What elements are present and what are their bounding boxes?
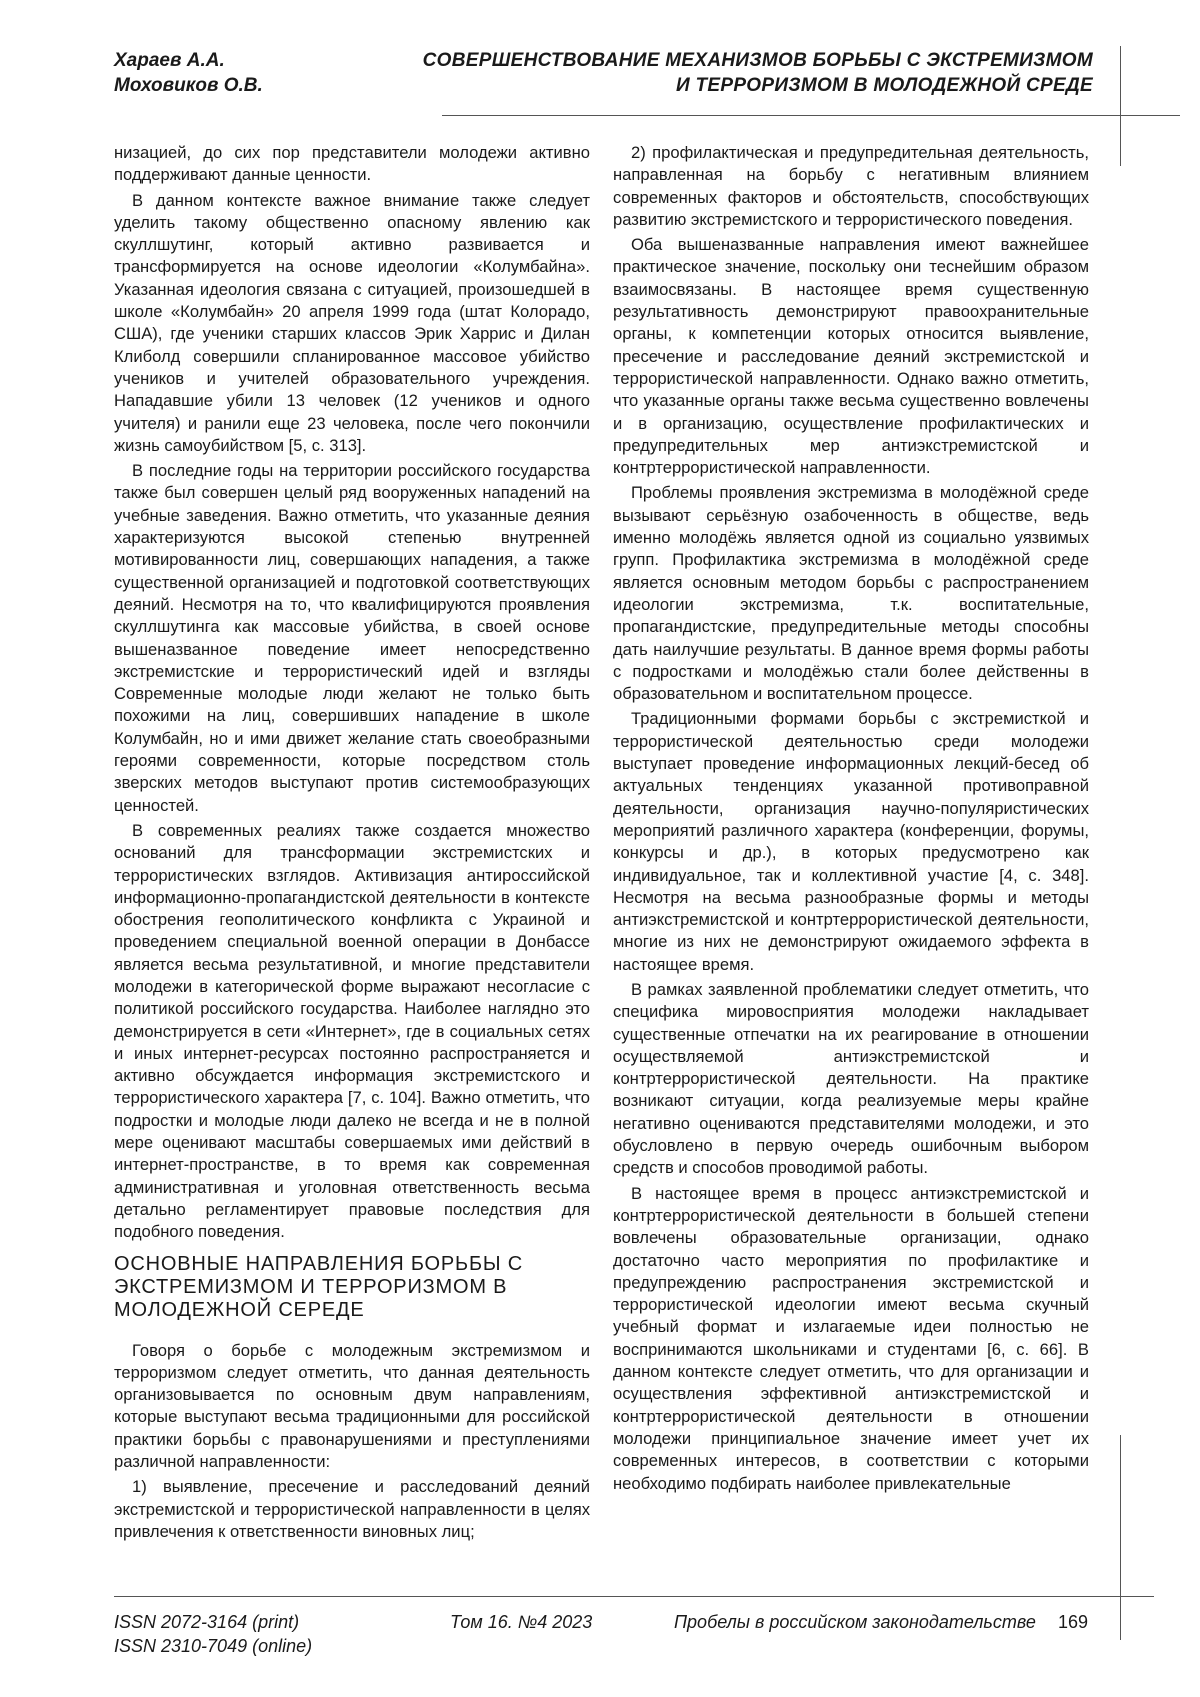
section-heading: ОСНОВНЫЕ НАПРАВЛЕНИЯ БОРЬБЫ С ЭКСТРЕМИЗМОМ И ТЕРРОРИЗМОМ В МОЛОДЕЖНОЙ СЕРЕДЕ <box>114 1252 524 1321</box>
paragraph: В данном контексте важное внимание также следует уделить такому общественно опасному явлению как скуллшутинг, который активно развивается и трансформируется на основе идеологии «Колумбайна». Указанная идеология связана с ситуацией, произошедшей в школе «Колумбайн» 20 апреля 1999 года (штат Колорадо, США), где ученики старших классов Эрик Харрис и Дилан Клиболд совершили спланированное массовое убийство учеников и учителей образовательного учреждения. Нападавшие убили 13 человек (12 учеников и одного учителя) и ранили еще 23 человека, после чего покончили жизнь самоубийством [5, с. 313]. <box>114 190 590 455</box>
author-2: Моховиков О.В. <box>114 75 263 96</box>
footer-volume: Том 16. №4 2023 <box>450 1612 593 1632</box>
running-title-line-2: И ТЕРРОРИЗМОМ В МОЛОДЕЖНОЙ СРЕДЕ <box>675 75 1093 96</box>
footer-issn <box>114 1610 312 1658</box>
paragraph: В настоящее время в процесс антиэкстремистской и контртеррористической деятельности в большей степени вовлечены образовательные организации, однако достаточно часто мероприятия по профилактике и предупреждению распространения экстремистской и террористической идеологии имеют весьма скучный учебный формат и излагаемые идеи полностью не воспринимаются школьниками и студентами [6, с. 66]. В данном контексте следует отметить, что для организации и осуществления эффективной антиэкстремистской и контртеррористической деятельности в отношении молодежи принципиальное значение имеет учет их современных интересов, в соответствии с которыми необходимо подбирать наиболее привлекательные <box>613 1183 1089 1493</box>
page-number: 169 <box>1058 1612 1089 1632</box>
paragraph: Проблемы проявления экстремизма в молодёжной среде вызывают серьёзную озабоченность в обществе, ведь именно молодёжь является одной из социально уязвимых групп. Профилактика экстремизма в молодёжной среде является основным методом борьбы с распространением идеологии экстремизма, т.к. воспитательные, пропагандистские, предупредительные методы способны дать наилучшие результаты. В данное время формы работы с подростками и молодёжью стали более действенны в образовательном и воспитательном процессе. <box>613 483 1089 704</box>
paragraph: низацией, до сих пор представители молодежи активно поддерживают данные ценности. <box>114 143 590 185</box>
header-vertical-rule <box>1120 46 1121 166</box>
footer-vertical-rule <box>1120 1435 1121 1640</box>
running-title <box>373 48 1093 98</box>
paragraph: Оба вышеназванные направления имеют важнейшее практическое значение, поскольку они теснейшим образом взаимосвязаны. В настоящее время существенную результативность демонстрируют правоохранительные органы, к компетенции которых относится выявление, пресечение и расследование деяний экстремистской и террористической направленности. Однако важно отметить, что указанные органы также весьма существенно вовлечены и в организацию, осуществление профилактических и предупредительных мер антиэкстремистской и контртеррористической направленности. <box>613 235 1089 478</box>
right-column <box>613 142 1089 1498</box>
issn-print: ISSN 2072-3164 (print) <box>114 1612 300 1632</box>
footer-journal-name: Пробелы в российском законодательстве <box>674 1612 1036 1632</box>
paragraph: Говоря о борьбе с молодежным экстремизмом и терроризмом следует отметить, что данная деятельность организовывается по основным двум направлениям, которые выступают весьма традиционными для российской практики борьбы с правонарушениями и преступлениями различной направленности: <box>114 1340 590 1472</box>
author-1: Хараев А.А. <box>114 50 225 71</box>
paragraph: 1) выявление, пресечение и расследований деяний экстремистской и террористической направленности в целях привлечения к ответственности виновных лиц; <box>114 1477 590 1541</box>
header-rule <box>442 115 1180 116</box>
footer-rule <box>114 1596 1154 1597</box>
left-column <box>114 142 590 1546</box>
paragraph: В рамках заявленной проблематики следует отметить, что специфика мировосприятия молодежи накладывает существенные отпечатки на их реагирование в отношении осуществляемой антиэкстремистской и контртеррористической деятельности. На практике возникают ситуации, когда реализуемые меры крайне негативно оцениваются представителями молодежи, и это обусловлено в первую очередь ошибочным выбором средств и способов проводимой работы. <box>613 979 1089 1178</box>
running-title-line-1: СОВЕРШЕНСТВОВАНИЕ МЕХАНИЗМОВ БОРЬБЫ С ЭКСТРЕМИЗМОМ <box>422 50 1093 71</box>
paragraph: 2) профилактическая и предупредительная деятельность, направленная на борьбу с негативным влиянием современных факторов и обстоятельств, способствующих развитию экстремистского и террористического поведения. <box>613 143 1089 229</box>
issn-online: ISSN 2310-7049 (online) <box>114 1636 313 1656</box>
paragraph: Традиционными формами борьбы с экстремисткой и террористической деятельностью среди молодежи выступает проведение информационных лекций-бесед об актуальных тенденциях указанной противоправной деятельности, организация научно-популяристических мероприятий различного характера (конференции, форумы, конкурсы и др.), в которых предусмотрено как индивидуальное, так и коллективной участие [4, с. 348]. Несмотря на весьма разнообразные формы и методы антиэкстремистской и контртеррористической деятельности, многие из них не демонстрируют ожидаемого эффекта в настоящее время. <box>613 709 1089 974</box>
article-authors <box>114 48 263 98</box>
paragraph: В современных реалиях также создается множество оснований для трансформации экстремистских и террористических взглядов. Активизация антироссийской информационно-пропагандистской деятельности в контексте обострения геополитического конфликта с Украиной и проведением специальной военной операции в Донбассе является весьма результативной, и многие представители молодежи в категорической форме выражают несогласие с политикой российского государства. Наиболее наглядно это демонстрируется в сети «Интернет», где в социальных сетях и иных интернет-ресурсах постоянно распространяется и активно обсуждается информация экстремистского и террористического характера [7, с. 104]. Важно отметить, что подростки и молодые люди далеко не всегда и не в полной мере оценивают масштабы совершаемых ими действий в интернет-пространстве, в то время как современная административная и уголовная ответственность весьма детально регламентирует правовые последствия для подобного поведения. <box>114 820 590 1242</box>
paragraph: В последние годы на территории российского государства также был совершен целый ряд вооруженных нападений на учебные заведения. Важно отметить, что указанные деяния характеризуются высокой степенью внутренней мотивированности лиц, совершающих нападения, а также существенной организацией и подготовкой соответствующих деяний. Несмотря на то, что квалифицируются проявления скуллшутинга как массовые убийства, в своей основе вышеназванное поведение имеет непосредственно экстремистские и террористический идей и взгляды Современные молодые люди желают не только быть похожими на лиц, совершивших нападение в школе Колумбайн, но и ими движет желание стать своеобразными героями современности, которые посредством столь зверских методов выступают против системообразующих ценностей. <box>114 461 590 815</box>
